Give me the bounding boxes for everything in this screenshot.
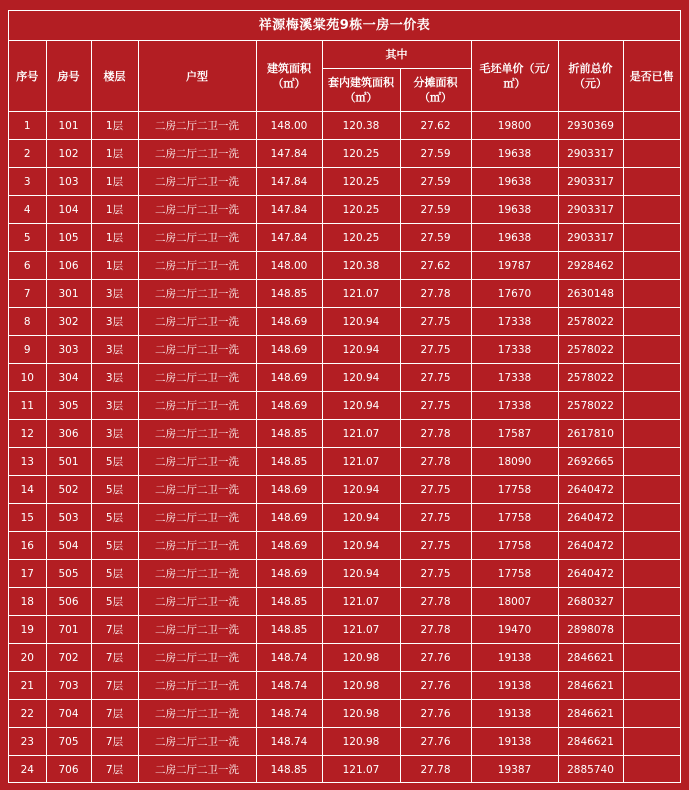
cell-type: 二房二厅二卫一洗	[138, 336, 256, 364]
cell-unit-price: 19470	[471, 616, 558, 644]
table-row	[9, 532, 680, 560]
cell-shared-area: 27.75	[400, 560, 471, 588]
header-unit-price-label: 毛坯单价（元/	[479, 62, 550, 75]
cell-sold	[623, 336, 680, 364]
cell-area: 148.69	[256, 336, 322, 364]
cell-shared-area: 27.78	[400, 448, 471, 476]
cell-total-price: 2928462	[558, 252, 623, 280]
cell-unit-price: 17758	[471, 476, 558, 504]
cell-room: 504	[46, 532, 91, 560]
cell-unit-price: 19800	[471, 112, 558, 140]
cell-total-price: 2578022	[558, 392, 623, 420]
cell-total-price: 2903317	[558, 224, 623, 252]
cell-type: 二房二厅二卫一洗	[138, 700, 256, 728]
cell-shared-area: 27.76	[400, 700, 471, 728]
cell-index: 14	[9, 476, 46, 504]
cell-unit-price: 17338	[471, 392, 558, 420]
cell-room: 304	[46, 364, 91, 392]
header-index: 序号	[9, 41, 46, 112]
table-row	[9, 616, 680, 644]
cell-unit-price: 17338	[471, 308, 558, 336]
cell-room: 503	[46, 504, 91, 532]
cell-shared-area: 27.59	[400, 140, 471, 168]
cell-room: 101	[46, 112, 91, 140]
cell-shared-area: 27.75	[400, 336, 471, 364]
cell-unit-price: 19387	[471, 756, 558, 784]
cell-sold	[623, 252, 680, 280]
table-row	[9, 336, 680, 364]
cell-shared-area: 27.78	[400, 588, 471, 616]
cell-total-price: 2680327	[558, 588, 623, 616]
cell-index: 2	[9, 140, 46, 168]
cell-index: 9	[9, 336, 46, 364]
cell-unit-price: 17670	[471, 280, 558, 308]
cell-sold	[623, 616, 680, 644]
cell-room: 301	[46, 280, 91, 308]
cell-index: 12	[9, 420, 46, 448]
cell-inner-area: 121.07	[322, 448, 400, 476]
cell-sold	[623, 728, 680, 756]
cell-sold	[623, 532, 680, 560]
cell-inner-area: 121.07	[322, 588, 400, 616]
cell-inner-area: 120.94	[322, 364, 400, 392]
table-row	[9, 252, 680, 280]
cell-area: 148.85	[256, 420, 322, 448]
cell-type: 二房二厅二卫一洗	[138, 644, 256, 672]
cell-index: 17	[9, 560, 46, 588]
cell-unit-price: 19138	[471, 700, 558, 728]
cell-area: 148.69	[256, 560, 322, 588]
cell-type: 二房二厅二卫一洗	[138, 252, 256, 280]
table-row	[9, 700, 680, 728]
cell-area: 147.84	[256, 224, 322, 252]
cell-room: 502	[46, 476, 91, 504]
cell-index: 8	[9, 308, 46, 336]
header-type: 户型	[138, 41, 256, 112]
cell-type: 二房二厅二卫一洗	[138, 672, 256, 700]
header-area-unit: （㎡）	[272, 77, 306, 90]
cell-shared-area: 27.75	[400, 532, 471, 560]
cell-floor: 3层	[91, 336, 138, 364]
cell-type: 二房二厅二卫一洗	[138, 420, 256, 448]
cell-shared-area: 27.76	[400, 644, 471, 672]
cell-inner-area: 120.94	[322, 336, 400, 364]
cell-floor: 3层	[91, 420, 138, 448]
cell-total-price: 2640472	[558, 476, 623, 504]
cell-type: 二房二厅二卫一洗	[138, 532, 256, 560]
cell-unit-price: 18007	[471, 588, 558, 616]
cell-area: 147.84	[256, 140, 322, 168]
cell-unit-price: 18090	[471, 448, 558, 476]
cell-type: 二房二厅二卫一洗	[138, 168, 256, 196]
cell-inner-area: 120.94	[322, 532, 400, 560]
cell-type: 二房二厅二卫一洗	[138, 476, 256, 504]
cell-total-price: 2846621	[558, 672, 623, 700]
cell-room: 505	[46, 560, 91, 588]
table-row	[9, 476, 680, 504]
price-table	[9, 41, 680, 783]
cell-floor: 7层	[91, 728, 138, 756]
cell-sold	[623, 196, 680, 224]
cell-area: 147.84	[256, 168, 322, 196]
cell-index: 21	[9, 672, 46, 700]
cell-room: 501	[46, 448, 91, 476]
cell-index: 19	[9, 616, 46, 644]
header-total-price-unit: （元）	[574, 77, 607, 90]
cell-floor: 7层	[91, 756, 138, 784]
cell-shared-area: 27.75	[400, 392, 471, 420]
cell-shared-area: 27.75	[400, 364, 471, 392]
cell-sold	[623, 448, 680, 476]
cell-room: 305	[46, 392, 91, 420]
cell-sold	[623, 392, 680, 420]
cell-total-price: 2903317	[558, 168, 623, 196]
cell-floor: 1层	[91, 224, 138, 252]
cell-index: 15	[9, 504, 46, 532]
table-row	[9, 308, 680, 336]
cell-total-price: 2640472	[558, 504, 623, 532]
table-row	[9, 112, 680, 140]
cell-area: 148.69	[256, 392, 322, 420]
cell-area: 148.00	[256, 252, 322, 280]
cell-floor: 7层	[91, 672, 138, 700]
cell-floor: 5层	[91, 476, 138, 504]
cell-area: 147.84	[256, 196, 322, 224]
cell-room: 702	[46, 644, 91, 672]
header-shared-area-label: 分摊面积	[413, 76, 458, 89]
cell-room: 706	[46, 756, 91, 784]
cell-unit-price: 19638	[471, 140, 558, 168]
cell-floor: 1层	[91, 196, 138, 224]
cell-total-price: 2630148	[558, 280, 623, 308]
cell-floor: 3层	[91, 280, 138, 308]
cell-room: 303	[46, 336, 91, 364]
cell-room: 105	[46, 224, 91, 252]
cell-type: 二房二厅二卫一洗	[138, 448, 256, 476]
cell-sold	[623, 644, 680, 672]
cell-inner-area: 120.94	[322, 560, 400, 588]
cell-total-price: 2692665	[558, 448, 623, 476]
cell-sold	[623, 140, 680, 168]
cell-floor: 5层	[91, 504, 138, 532]
cell-area: 148.00	[256, 112, 322, 140]
cell-unit-price: 19138	[471, 672, 558, 700]
cell-index: 11	[9, 392, 46, 420]
header-inner-area	[322, 69, 400, 112]
cell-area: 148.85	[256, 616, 322, 644]
cell-index: 22	[9, 700, 46, 728]
table-row	[9, 756, 680, 784]
cell-type: 二房二厅二卫一洗	[138, 728, 256, 756]
cell-index: 7	[9, 280, 46, 308]
cell-inner-area: 120.25	[322, 168, 400, 196]
cell-inner-area: 120.25	[322, 196, 400, 224]
header-inner-area-unit: （㎡）	[344, 91, 378, 104]
cell-type: 二房二厅二卫一洗	[138, 140, 256, 168]
cell-floor: 7层	[91, 644, 138, 672]
table-row	[9, 644, 680, 672]
cell-sold	[623, 224, 680, 252]
cell-shared-area: 27.78	[400, 280, 471, 308]
cell-area: 148.69	[256, 364, 322, 392]
cell-type: 二房二厅二卫一洗	[138, 224, 256, 252]
cell-type: 二房二厅二卫一洗	[138, 588, 256, 616]
cell-area: 148.69	[256, 532, 322, 560]
cell-room: 703	[46, 672, 91, 700]
cell-unit-price: 19138	[471, 644, 558, 672]
cell-shared-area: 27.78	[400, 616, 471, 644]
cell-shared-area: 27.59	[400, 196, 471, 224]
cell-room: 306	[46, 420, 91, 448]
cell-area: 148.74	[256, 644, 322, 672]
cell-inner-area: 120.98	[322, 700, 400, 728]
cell-room: 106	[46, 252, 91, 280]
cell-inner-area: 120.94	[322, 504, 400, 532]
table-row	[9, 364, 680, 392]
cell-area: 148.85	[256, 588, 322, 616]
cell-area: 148.74	[256, 700, 322, 728]
cell-unit-price: 17587	[471, 420, 558, 448]
cell-index: 10	[9, 364, 46, 392]
cell-room: 104	[46, 196, 91, 224]
cell-total-price: 2903317	[558, 140, 623, 168]
header-total-price-label: 折前总价	[568, 62, 613, 75]
header-inner-area-label: 套内建筑面积	[328, 76, 394, 89]
cell-inner-area: 120.98	[322, 672, 400, 700]
table-row	[9, 588, 680, 616]
cell-inner-area: 120.98	[322, 728, 400, 756]
table-row	[9, 672, 680, 700]
cell-floor: 1层	[91, 140, 138, 168]
cell-total-price: 2640472	[558, 560, 623, 588]
cell-room: 705	[46, 728, 91, 756]
cell-unit-price: 17758	[471, 532, 558, 560]
cell-area: 148.69	[256, 476, 322, 504]
cell-total-price: 2930369	[558, 112, 623, 140]
cell-total-price: 2885740	[558, 756, 623, 784]
cell-floor: 7层	[91, 700, 138, 728]
cell-floor: 1层	[91, 112, 138, 140]
cell-type: 二房二厅二卫一洗	[138, 280, 256, 308]
cell-inner-area: 120.25	[322, 140, 400, 168]
cell-floor: 5层	[91, 588, 138, 616]
cell-sold	[623, 168, 680, 196]
sheet-title: 祥源梅溪棠苑9栋一房一价表	[9, 11, 680, 41]
cell-index: 23	[9, 728, 46, 756]
cell-floor: 1层	[91, 168, 138, 196]
cell-index: 20	[9, 644, 46, 672]
cell-type: 二房二厅二卫一洗	[138, 308, 256, 336]
cell-area: 148.69	[256, 308, 322, 336]
header-of-which: 其中	[322, 41, 471, 69]
cell-unit-price: 19138	[471, 728, 558, 756]
cell-type: 二房二厅二卫一洗	[138, 112, 256, 140]
cell-index: 3	[9, 168, 46, 196]
price-list-sheet	[8, 10, 681, 783]
cell-index: 16	[9, 532, 46, 560]
cell-index: 5	[9, 224, 46, 252]
cell-index: 4	[9, 196, 46, 224]
cell-total-price: 2898078	[558, 616, 623, 644]
cell-index: 6	[9, 252, 46, 280]
cell-total-price: 2578022	[558, 308, 623, 336]
table-row	[9, 196, 680, 224]
cell-room: 302	[46, 308, 91, 336]
cell-shared-area: 27.75	[400, 308, 471, 336]
cell-inner-area: 121.07	[322, 756, 400, 784]
cell-inner-area: 120.98	[322, 644, 400, 672]
cell-total-price: 2846621	[558, 644, 623, 672]
cell-total-price: 2578022	[558, 364, 623, 392]
cell-total-price: 2617810	[558, 420, 623, 448]
table-row	[9, 392, 680, 420]
cell-sold	[623, 672, 680, 700]
table-row	[9, 224, 680, 252]
table-row	[9, 504, 680, 532]
cell-floor: 3层	[91, 308, 138, 336]
cell-sold	[623, 308, 680, 336]
cell-sold	[623, 700, 680, 728]
cell-inner-area: 120.38	[322, 112, 400, 140]
cell-total-price: 2578022	[558, 336, 623, 364]
cell-floor: 5层	[91, 560, 138, 588]
cell-type: 二房二厅二卫一洗	[138, 392, 256, 420]
table-row	[9, 728, 680, 756]
cell-floor: 3层	[91, 392, 138, 420]
cell-inner-area: 121.07	[322, 280, 400, 308]
header-shared-area	[400, 69, 471, 112]
table-row	[9, 560, 680, 588]
cell-shared-area: 27.76	[400, 728, 471, 756]
cell-inner-area: 120.38	[322, 252, 400, 280]
cell-room: 506	[46, 588, 91, 616]
header-shared-area-unit: （㎡）	[419, 91, 452, 104]
cell-room: 102	[46, 140, 91, 168]
cell-shared-area: 27.62	[400, 252, 471, 280]
cell-inner-area: 121.07	[322, 420, 400, 448]
cell-area: 148.85	[256, 280, 322, 308]
cell-room: 701	[46, 616, 91, 644]
cell-room: 103	[46, 168, 91, 196]
cell-sold	[623, 420, 680, 448]
cell-area: 148.85	[256, 756, 322, 784]
table-row	[9, 280, 680, 308]
header-room: 房号	[46, 41, 91, 112]
cell-unit-price: 19638	[471, 168, 558, 196]
cell-shared-area: 27.78	[400, 420, 471, 448]
cell-type: 二房二厅二卫一洗	[138, 756, 256, 784]
cell-shared-area: 27.75	[400, 504, 471, 532]
cell-sold	[623, 112, 680, 140]
cell-type: 二房二厅二卫一洗	[138, 364, 256, 392]
header-area	[256, 41, 322, 112]
cell-total-price: 2903317	[558, 196, 623, 224]
cell-inner-area: 120.94	[322, 308, 400, 336]
cell-sold	[623, 588, 680, 616]
cell-sold	[623, 560, 680, 588]
cell-type: 二房二厅二卫一洗	[138, 616, 256, 644]
table-row	[9, 140, 680, 168]
cell-unit-price: 17758	[471, 560, 558, 588]
cell-floor: 5层	[91, 532, 138, 560]
cell-sold	[623, 280, 680, 308]
cell-area: 148.69	[256, 504, 322, 532]
cell-shared-area: 27.78	[400, 756, 471, 784]
header-unit-price	[471, 41, 558, 112]
cell-shared-area: 27.75	[400, 476, 471, 504]
header-unit-price-unit: ㎡）	[503, 77, 526, 90]
table-row	[9, 448, 680, 476]
cell-area: 148.85	[256, 448, 322, 476]
cell-floor: 7层	[91, 616, 138, 644]
cell-inner-area: 120.94	[322, 392, 400, 420]
header-sold: 是否已售	[623, 41, 680, 112]
cell-shared-area: 27.76	[400, 672, 471, 700]
cell-floor: 5层	[91, 448, 138, 476]
cell-sold	[623, 504, 680, 532]
cell-index: 13	[9, 448, 46, 476]
cell-area: 148.74	[256, 728, 322, 756]
cell-unit-price: 17758	[471, 504, 558, 532]
cell-type: 二房二厅二卫一洗	[138, 196, 256, 224]
cell-sold	[623, 756, 680, 784]
cell-unit-price: 19787	[471, 252, 558, 280]
cell-shared-area: 27.59	[400, 224, 471, 252]
cell-sold	[623, 476, 680, 504]
cell-sold	[623, 364, 680, 392]
cell-type: 二房二厅二卫一洗	[138, 504, 256, 532]
cell-shared-area: 27.59	[400, 168, 471, 196]
cell-inner-area: 120.94	[322, 476, 400, 504]
cell-unit-price: 19638	[471, 224, 558, 252]
cell-area: 148.74	[256, 672, 322, 700]
table-row	[9, 168, 680, 196]
cell-total-price: 2640472	[558, 532, 623, 560]
cell-inner-area: 121.07	[322, 616, 400, 644]
cell-index: 24	[9, 756, 46, 784]
cell-room: 704	[46, 700, 91, 728]
cell-shared-area: 27.62	[400, 112, 471, 140]
cell-floor: 3层	[91, 364, 138, 392]
cell-index: 1	[9, 112, 46, 140]
cell-floor: 1层	[91, 252, 138, 280]
header-floor: 楼层	[91, 41, 138, 112]
table-row	[9, 420, 680, 448]
cell-total-price: 2846621	[558, 728, 623, 756]
cell-unit-price: 17338	[471, 364, 558, 392]
cell-type: 二房二厅二卫一洗	[138, 560, 256, 588]
header-total-price	[558, 41, 623, 112]
cell-inner-area: 120.25	[322, 224, 400, 252]
cell-index: 18	[9, 588, 46, 616]
cell-unit-price: 19638	[471, 196, 558, 224]
cell-unit-price: 17338	[471, 336, 558, 364]
header-area-label: 建筑面积	[267, 62, 311, 75]
cell-total-price: 2846621	[558, 700, 623, 728]
